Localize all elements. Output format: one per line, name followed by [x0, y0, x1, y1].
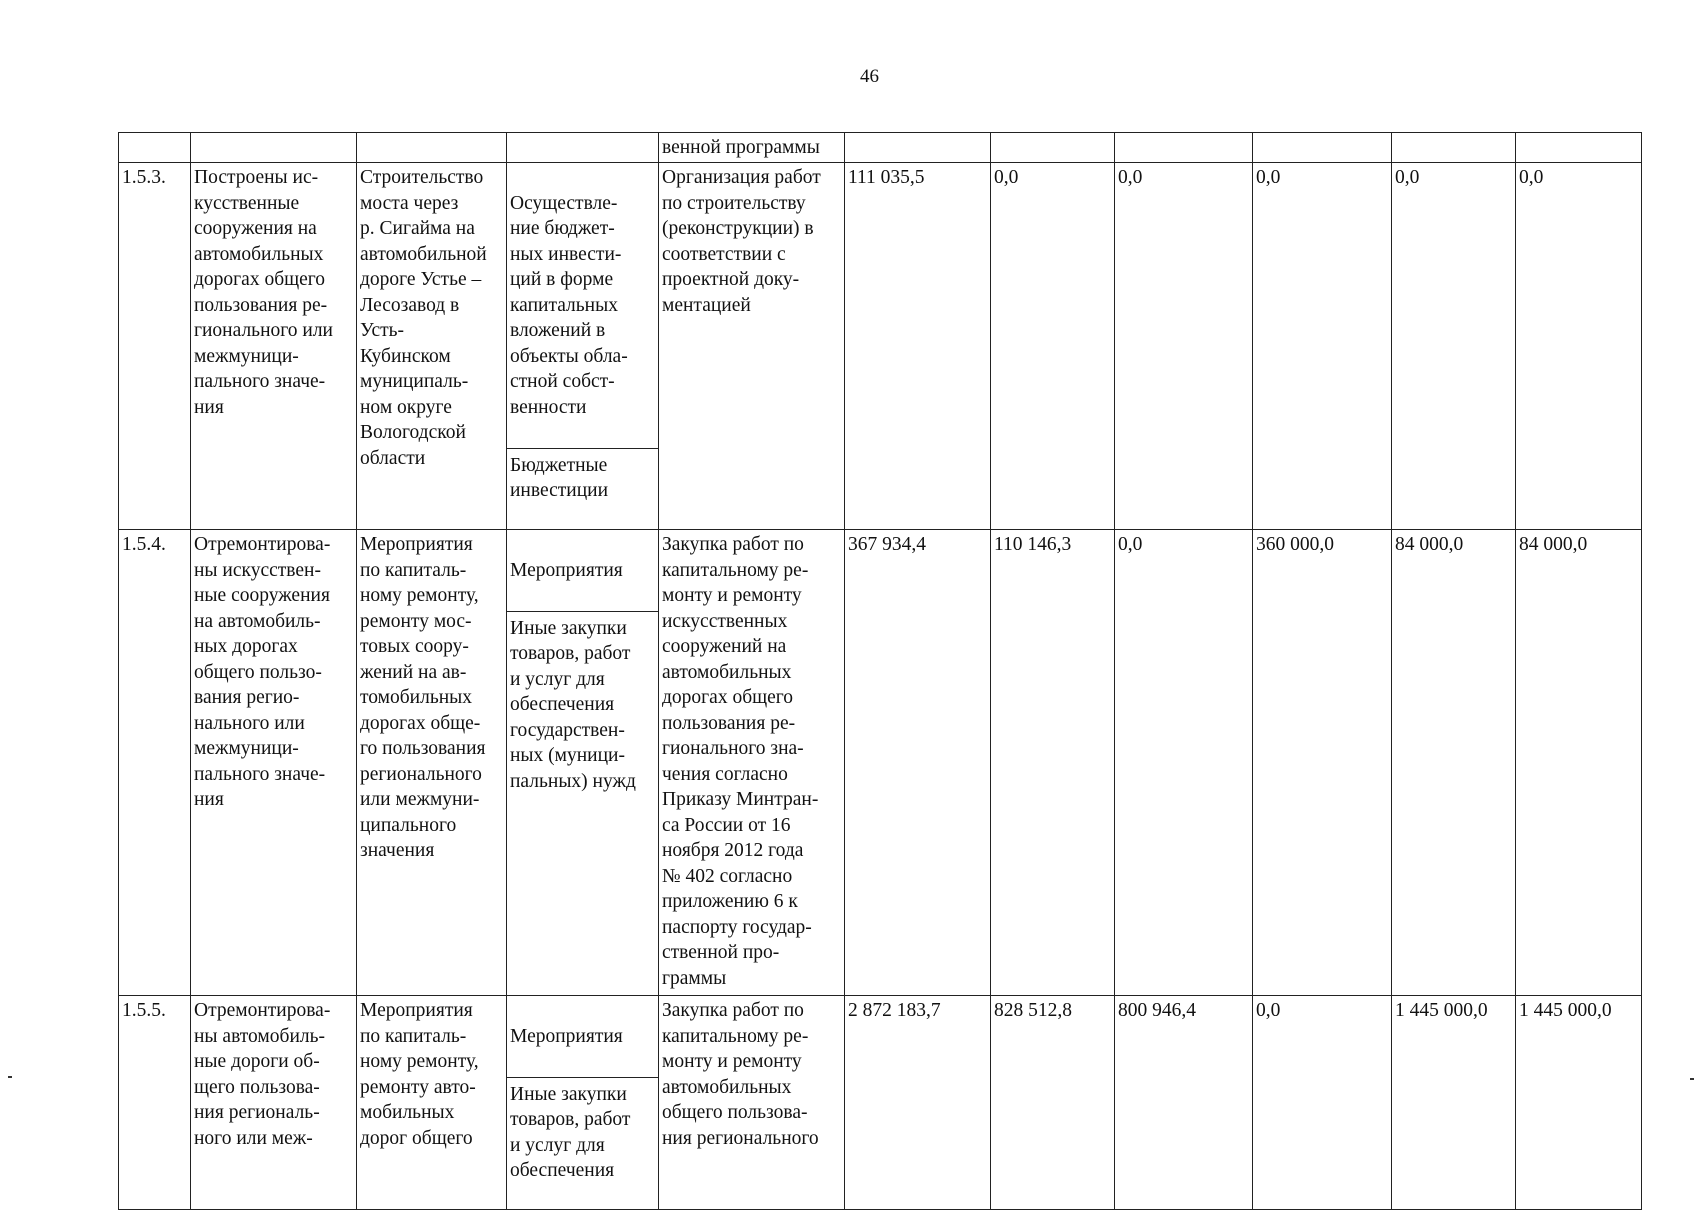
result-cell: Отремонтирова- ны искусствен- ные сооружения на автомобиль- ных дорогах общего пользо- вания регио- нального или межмуници- пального значе- ния: [191, 530, 357, 996]
table-row: [119, 163, 1642, 530]
type-sub: Бюджетные инвестиции: [507, 448, 659, 504]
value-cell: 84 000,0: [1516, 530, 1642, 996]
type-sub: Иные закупки товаров, работ и услуг для обеспечения государствен- ных (муници- пальных) нужд: [507, 611, 659, 795]
table-cell: [507, 133, 659, 163]
value-cell: 1 445 000,0: [1392, 996, 1516, 1210]
table-cell: [191, 133, 357, 163]
value-cell: 0,0: [1516, 163, 1642, 530]
value-cell: 1 445 000,0: [1516, 996, 1642, 1210]
table-cell: [1115, 133, 1253, 163]
description-cell: Закупка работ по капитальному ре- монту и ремонту автомобильных общего пользова- ния регионального: [659, 996, 845, 1210]
scan-mark: [8, 1076, 12, 1078]
value-cell: 800 946,4: [1115, 996, 1253, 1210]
table-cell: [1516, 133, 1642, 163]
row-number: 1.5.3.: [119, 163, 191, 530]
continuation-row: [119, 133, 1642, 163]
table-cell: [1253, 133, 1392, 163]
type-main: Мероприятия: [510, 1025, 623, 1047]
row-number: 1.5.4.: [119, 530, 191, 996]
value-cell: 0,0: [1115, 163, 1253, 530]
value-cell: 0,0: [1115, 530, 1253, 996]
table-cell: [357, 133, 507, 163]
type-cell: [507, 163, 659, 530]
event-cell: Строительство моста через р. Сигайма на автомобильной дороге Устье – Лесозавод в Усть- Кубинском муниципаль- ном округе Вологодской области: [357, 163, 507, 530]
value-cell: 84 000,0: [1392, 530, 1516, 996]
table-row: [119, 996, 1642, 1210]
value-total: 367 934,4: [845, 530, 991, 996]
continuation-text: венной программы: [659, 133, 845, 163]
row-number: 1.5.5.: [119, 996, 191, 1210]
type-sub: Иные закупки товаров, работ и услуг для обеспечения: [507, 1077, 659, 1184]
result-cell: Отремонтирова- ны автомобиль- ные дороги об- щего пользова- ния региональ- ного или меж-: [191, 996, 357, 1210]
value-cell: 360 000,0: [1253, 530, 1392, 996]
value-cell: 828 512,8: [991, 996, 1115, 1210]
type-main: Мероприятия: [510, 559, 623, 581]
type-cell: [507, 996, 659, 1210]
table-row: [119, 530, 1642, 996]
program-table: [118, 132, 1642, 1210]
table-cell: [119, 133, 191, 163]
event-cell: Мероприятия по капиталь- ному ремонту, ремонту мос- товых соору- жений на ав- томобильных дорогах обще- го пользования регионального или межмуни- ципального значения: [357, 530, 507, 996]
type-cell: [507, 530, 659, 996]
value-cell: 110 146,3: [991, 530, 1115, 996]
event-cell: Мероприятия по капиталь- ному ремонту, ремонту авто- мобильных дорог общего: [357, 996, 507, 1210]
value-cell: 0,0: [1253, 163, 1392, 530]
result-cell: Построены ис- кусственные сооружения на автомобильных дорогах общего пользования ре- гионального или межмуници- пального значе- ния: [191, 163, 357, 530]
value-cell: 0,0: [1392, 163, 1516, 530]
value-cell: 0,0: [1253, 996, 1392, 1210]
scan-mark: [1690, 1078, 1694, 1080]
description-cell: Закупка работ по капитальному ре- монту и ремонту искусственных сооружений на автомобильных дорогах общего пользования ре- гионального зна- чения согласно Приказу Минтран- са России от 16 ноября 2012 года № 402 согласно приложению 6 к паспорту государ- ственной про- граммы: [659, 530, 845, 996]
description-cell: Организация работ по строительству (реконструкции) в соответствии с проектной доку- ментацией: [659, 163, 845, 530]
table-cell: [991, 133, 1115, 163]
value-cell: 0,0: [991, 163, 1115, 530]
table-cell: [1392, 133, 1516, 163]
type-main: Осуществле- ние бюджет- ных инвести- ций в форме капитальных вложений в объекты обла- стной собст- венности: [510, 192, 628, 418]
table-cell: [845, 133, 991, 163]
value-total: 111 035,5: [845, 163, 991, 530]
page-number: 46: [860, 66, 879, 87]
value-total: 2 872 183,7: [845, 996, 991, 1210]
